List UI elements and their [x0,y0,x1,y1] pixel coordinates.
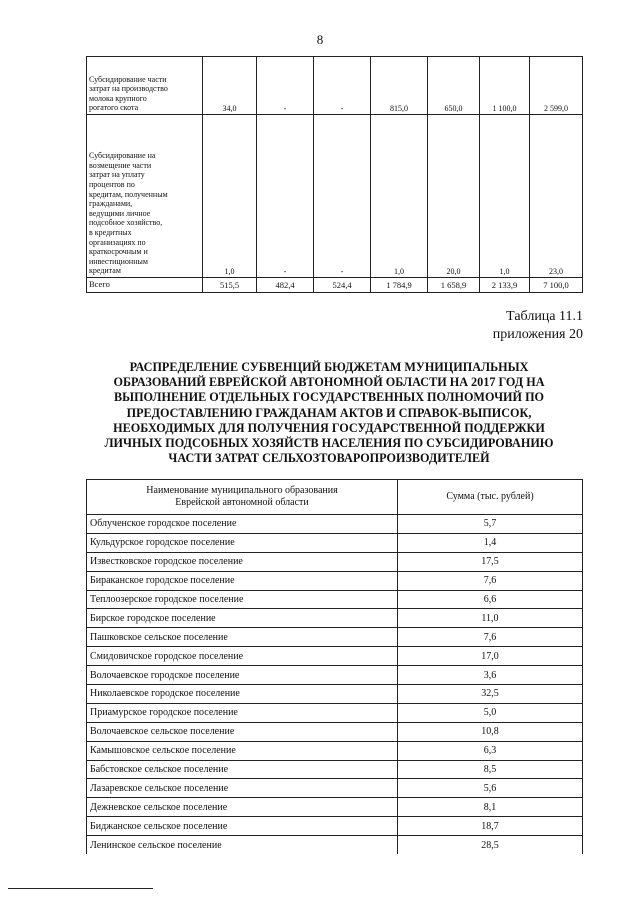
table-row [87,571,583,590]
municipality-name: Бабстовское сельское поселение [87,760,398,779]
subvention-sum: 17,5 [398,552,583,571]
subvention-sum: 7,6 [398,571,583,590]
subvention-sum: 8,1 [398,798,583,817]
value-cell: 1,0 [203,115,257,278]
table-row [87,628,583,647]
municipality-name: Николаевское городское поселение [87,685,398,704]
subvention-sum: 5,7 [398,515,583,534]
table-row [87,703,583,722]
value-cell: 1 784,9 [371,278,428,293]
value-cell: - [314,115,371,278]
value-cell: 482,4 [257,278,314,293]
value-cell: 34,0 [203,57,257,115]
table-header-row [87,480,583,515]
subvention-sum: 11,0 [398,609,583,628]
table-row [87,647,583,666]
municipality-name: Бираканское городское поселение [87,571,398,590]
value-cell: 1,0 [371,115,428,278]
subvention-sum: 5,6 [398,779,583,798]
table-row [87,515,583,534]
value-cell: 1 100,0 [480,57,530,115]
table-row [87,741,583,760]
subvention-sum: 18,7 [398,817,583,836]
municipality-name: Теплоозерское городское поселение [87,590,398,609]
value-cell: - [314,57,371,115]
municipality-name: Волочаевское городское поселение [87,666,398,685]
subvention-sum: 8,5 [398,760,583,779]
table-row [87,609,583,628]
municipality-name: Лазаревское сельское поселение [87,779,398,798]
table-row [87,760,583,779]
municipality-name: Бирское городское поселение [87,609,398,628]
municipality-name: Известковское городское поселение [87,552,398,571]
municipality-name: Смидовичское городское поселение [87,647,398,666]
subvention-sum: 10,8 [398,722,583,741]
municipality-name: Волочаевское сельское поселение [87,722,398,741]
row-label: Субсидирование на возмещение части затрат на уплату процентов по кредитам, полученным гражданами, ведущими личное подсобное хозяйство, в кредитных организациях по краткосрочным и инвестиционным кредитам [87,115,203,278]
footnote-divider [8,888,153,889]
value-cell: 1,0 [480,115,530,278]
subvention-sum: 32,5 [398,685,583,704]
value-cell: - [257,57,314,115]
table-row [87,798,583,817]
subvention-sum: 5,0 [398,703,583,722]
municipality-name: Камышовское сельское поселение [87,741,398,760]
municipality-name: Пашковское сельское поселение [87,628,398,647]
table-row [87,57,583,115]
top-continuation-table [86,56,583,293]
table-row [87,685,583,704]
table-row [87,722,583,741]
municipality-name: Облученское городское поселение [87,515,398,534]
total-row [87,278,583,293]
value-cell: 7 100,0 [530,278,583,293]
subvention-sum: 17,0 [398,647,583,666]
subvention-distribution-table [86,479,583,854]
value-cell: - [257,115,314,278]
section-heading: РАСПРЕДЕЛЕНИЕ СУБВЕНЦИЙ БЮДЖЕТАМ МУНИЦИПАЛЬНЫХ ОБРАЗОВАНИЙ ЕВРЕЙСКОЙ АВТОНОМНОЙ ОБЛАСТИ НА 2017 ГОД НА ВЫПОЛНЕНИЕ ОТДЕЛЬНЫХ ГОСУДАРСТВЕННЫХ ПОЛНОМОЧИЙ ПО ПРЕДОСТАВЛЕНИЮ ГРАЖДАНАМ АКТОВ И СПРАВОК-ВЫПИСОК, НЕОБХОДИМЫХ ДЛЯ ПОЛУЧЕНИЯ ГОСУДАРСТВЕННОЙ ПОДДЕРЖКИ ЛИЧНЫХ ПОДСОБНЫХ ХОЗЯЙСТВ НАСЕЛЕНИЯ ПО СУБСИДИРОВАНИЮ ЧАСТИ ЗАТРАТ СЕЛЬХОЗТОВАРОПРОИЗВОДИТЕЛЕЙ [104,360,554,466]
table-row [87,666,583,685]
municipality-name: Кульдурское городское поселение [87,533,398,552]
subvention-sum: 6,6 [398,590,583,609]
subvention-sum: 7,6 [398,628,583,647]
header-sum: Сумма (тыс. рублей) [398,480,583,515]
subvention-sum: 6,3 [398,741,583,760]
subvention-sum: 1,4 [398,533,583,552]
municipality-name: Приамурское городское поселение [87,703,398,722]
page-number: 8 [316,32,324,47]
total-label: Всего [87,278,203,293]
subvention-sum: 28,5 [398,836,583,854]
row-label: Субсидирование части затрат на производство молока крупного рогатого скота [87,57,203,115]
table-row [87,779,583,798]
municipality-name: Ленинское сельское поселение [87,836,398,854]
value-cell: 515,5 [203,278,257,293]
municipality-name: Дежневское сельское поселение [87,798,398,817]
municipality-name: Биджанское сельское поселение [87,817,398,836]
table-row [87,115,583,278]
value-cell: 23,0 [530,115,583,278]
value-cell: 20,0 [428,115,480,278]
table-row [87,836,583,854]
value-cell: 2 133,9 [480,278,530,293]
table-row [87,817,583,836]
header-municipality: Наименование муниципального образования Еврейской автономной области [87,480,398,515]
value-cell: 815,0 [371,57,428,115]
table-row [87,552,583,571]
table-caption: Таблица 11.1 приложения 20 [492,309,583,342]
table-row [87,590,583,609]
subvention-sum: 3,6 [398,666,583,685]
value-cell: 2 599,0 [530,57,583,115]
value-cell: 524,4 [314,278,371,293]
value-cell: 1 658,9 [428,278,480,293]
value-cell: 650,0 [428,57,480,115]
table-row [87,533,583,552]
